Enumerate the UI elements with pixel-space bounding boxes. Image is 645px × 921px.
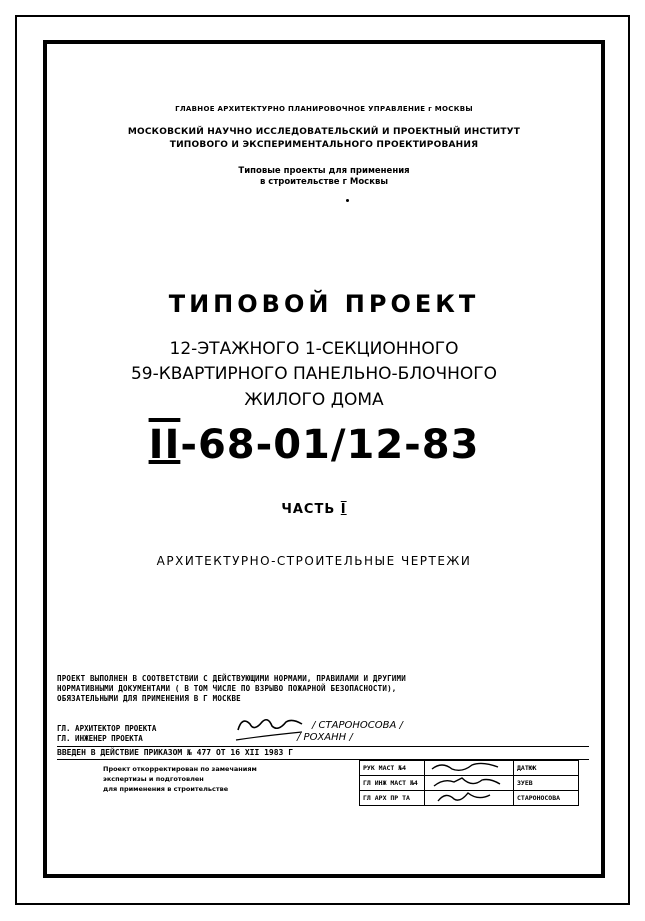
signature-3 [428, 791, 508, 803]
table-cell-name: ДАТЮК [514, 761, 579, 776]
table-row [360, 776, 579, 791]
correction-line-2: экспертизы и подготовлен [103, 775, 204, 783]
note-line-1: Типовые проекты для применения [238, 166, 410, 176]
part-number: I [340, 502, 347, 517]
chief-architect-name: / СТАРОНОСОВА / [312, 720, 403, 731]
title-sheet [43, 40, 605, 878]
table-cell-signature [425, 761, 514, 776]
table-cell-name: ЗУЕВ [514, 776, 579, 791]
chief-engineer-name: / РОХАНН / [297, 732, 353, 743]
signature-2 [428, 776, 508, 788]
table-cell-role: ГЛ АРХ ПР ТА [360, 791, 425, 806]
correction-line-3: для применения в строительстве [103, 785, 229, 793]
subtitle-line-2: 59-КВАРТИРНОГО ПАНЕЛЬНО-БЛОЧНОГО [130, 364, 498, 384]
correction-block [57, 760, 589, 808]
table-row [360, 761, 579, 776]
approval-table [359, 760, 579, 806]
chief-architect-role: ГЛ. АРХИТЕКТОР ПРОЕКТА [57, 724, 157, 733]
dot-mark [346, 199, 349, 202]
drawings-label: АРХИТЕКТУРНО-СТРОИТЕЛЬНЫЕ ЧЕРТЕЖИ [156, 554, 472, 568]
order-line: ВВЕДЕН В ДЕЙСТВИЕ ПРИКАЗОМ № 477 ОТ 16 ХII 1983 Г [57, 746, 589, 760]
correction-line-1: Проект откорректирован по замечаниям [103, 765, 257, 773]
subtitle-line-3: ЖИЛОГО ДОМА [244, 390, 384, 410]
table-cell-role: ГЛ ИНЖ МАСТ №4 [360, 776, 425, 791]
part-label [27, 502, 601, 517]
org-line-1: ГЛАВНОЕ АРХИТЕКТУРНО ПЛАНИРОВОЧНОЕ УПРАВЛЕНИЕ г МОСКВЫ [175, 105, 473, 113]
compliance-line-2: НОРМАТИВНЫМИ ДОКУМЕНТАМИ ( В ТОМ ЧИСЛЕ ПО ВЗРЫВО ПОЖАРНОЙ БЕЗОПАСНОСТИ), [57, 684, 397, 693]
table-cell-signature [425, 791, 514, 806]
table-cell-signature [425, 776, 514, 791]
subtitle-line-1: 12-ЭТАЖНОГО 1-СЕКЦИОННОГО [169, 339, 459, 359]
org-line-2: МОСКОВСКИЙ НАУЧНО ИССЛЕДОВАТЕЛЬСКИЙ И ПРОЕКТНЫЙ ИНСТИТУТ [127, 127, 521, 137]
chief-engineer-role: ГЛ. ИНЖЕНЕР ПРОЕКТА [57, 734, 143, 743]
document-title: ТИПОВОЙ ПРОЕКТ [168, 290, 480, 318]
compliance-line-3: ОБЯЗАТЕЛЬНЫМИ ДЛЯ ПРИМЕНЕНИЯ В Г МОСКВЕ [57, 694, 241, 703]
project-code-roman: II [148, 422, 181, 468]
table-cell-name: СТАРОНОСОВА [514, 791, 579, 806]
table-cell-role: РУК МАСТ №4 [360, 761, 425, 776]
org-line-3: ТИПОВОГО И ЭКСПЕРИМЕНТАЛЬНОГО ПРОЕКТИРОВАНИЯ [169, 140, 479, 150]
part-word: ЧАСТЬ [281, 502, 336, 517]
project-code [27, 422, 601, 468]
project-code-number: -68-01/12-83 [180, 422, 480, 468]
compliance-line-1: ПРОЕКТ ВЫПОЛНЕН В СООТВЕТСТВИИ С ДЕЙСТВУЮЩИМИ НОРМАМИ, ПРАВИЛАМИ И ДРУГИМИ [57, 674, 406, 683]
correction-text [103, 764, 257, 794]
signature-1 [428, 761, 508, 773]
note-line-2: в строительстве г Москвы [259, 177, 389, 187]
table-row [360, 791, 579, 806]
